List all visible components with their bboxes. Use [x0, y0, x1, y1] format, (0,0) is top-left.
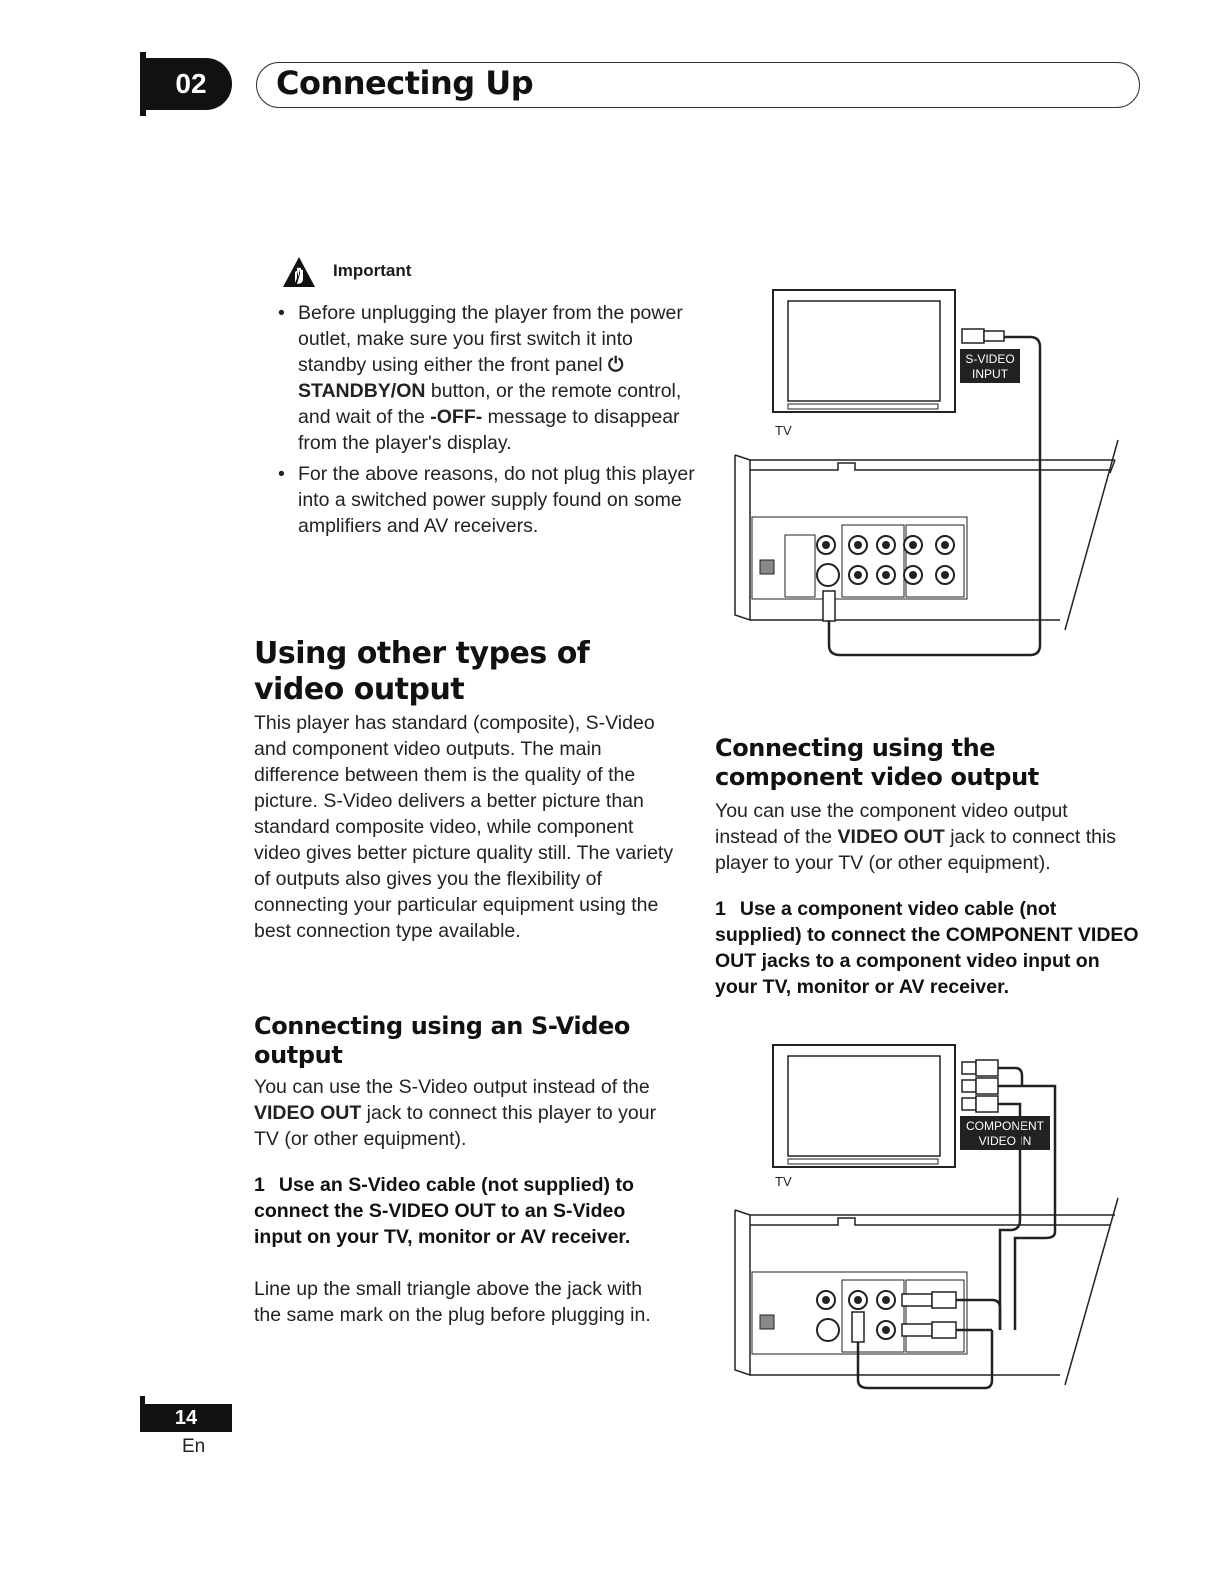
- section-heading-svideo: Connecting using an S-Video output: [254, 1012, 630, 1069]
- body-text: You can use the component video output instead of the: [715, 800, 1068, 848]
- warning-icon: [282, 256, 316, 288]
- section-body-component: [715, 798, 1135, 876]
- step-number: 1: [715, 898, 726, 920]
- important-bullet-1: [278, 300, 698, 456]
- step-text: Use a component video cable (not supplied) to connect the COMPONENT VIDEO OUT jacks to a component video input on your TV, monitor or AV receiver.: [715, 898, 1139, 998]
- component-input-label-line2: VIDEO IN: [978, 1134, 1032, 1148]
- tv-label: TV: [775, 423, 792, 438]
- component-input-label-line1: COMPONENT: [966, 1119, 1044, 1133]
- chapter-number-tab: 02: [140, 58, 232, 110]
- tv-screen: [788, 1056, 940, 1156]
- page-number: 14: [140, 1404, 232, 1432]
- important-bullet-2: [278, 461, 698, 539]
- component-connection-diagram: [730, 1040, 1130, 1400]
- section-heading-component: Connecting using the component video output: [715, 734, 1039, 791]
- section-body-svideo: [254, 1074, 684, 1152]
- body-text: You can use the S-Video output instead of the: [254, 1076, 650, 1098]
- video-out-label: VIDEO OUT: [837, 826, 945, 848]
- svideo-out-jack: [817, 564, 839, 586]
- bullet-text: button, or the remote control, and wait of the: [298, 380, 682, 428]
- section-heading-other-video: Using other types of video output: [254, 636, 590, 707]
- step-number: 1: [254, 1174, 265, 1196]
- body-text: jack to connect this player to your TV (or other equipment).: [715, 826, 1117, 874]
- video-out-label: VIDEO OUT: [254, 1102, 362, 1124]
- bullet-text: For the above reasons, do not plug this player into a switched power supply found on some amplifiers and AV receivers.: [298, 463, 695, 537]
- off-label: -OFF-: [430, 406, 483, 428]
- svideo-input-label-line2: INPUT: [972, 367, 1008, 381]
- bullet-text: message to disappear from the player's display.: [298, 406, 680, 454]
- svideo-step-1: [254, 1172, 674, 1250]
- svideo-input-label-line1: S-VIDEO: [965, 352, 1015, 366]
- important-label: Important: [333, 261, 412, 280]
- tv-label: TV: [775, 1174, 792, 1189]
- standby-power-icon: ⏻: [608, 354, 624, 376]
- chapter-title: Connecting Up: [276, 64, 534, 102]
- section-body-other-video: This player has standard (composite), S-Video and component video outputs. The main difference between them is the quality of the picture. S-Video delivers a better picture than standard composite video, while component video gives better picture quality still. The variety of outputs also gives you the flexibility of connecting your particular equipment using the best connection type available.: [254, 712, 674, 942]
- bullet-text: Before unplugging the player from the power outlet, make sure you first switch it into standby using either the front panel: [298, 302, 683, 376]
- svideo-connection-diagram: [730, 285, 1130, 665]
- page-language: En: [182, 1436, 206, 1457]
- tv-screen: [788, 301, 940, 401]
- svideo-step-note: Line up the small triangle above the jack with the same mark on the plug before plugging in.: [254, 1278, 651, 1326]
- step-text: Use an S-Video cable (not supplied) to connect the S-VIDEO OUT to an S-Video input on your TV, monitor or AV receiver.: [254, 1174, 634, 1248]
- body-text: jack to connect this player to your TV (or other equipment).: [254, 1102, 657, 1150]
- component-step-1: [715, 896, 1145, 1000]
- important-list: [278, 300, 698, 544]
- standby-on-label: STANDBY/ON: [298, 380, 426, 402]
